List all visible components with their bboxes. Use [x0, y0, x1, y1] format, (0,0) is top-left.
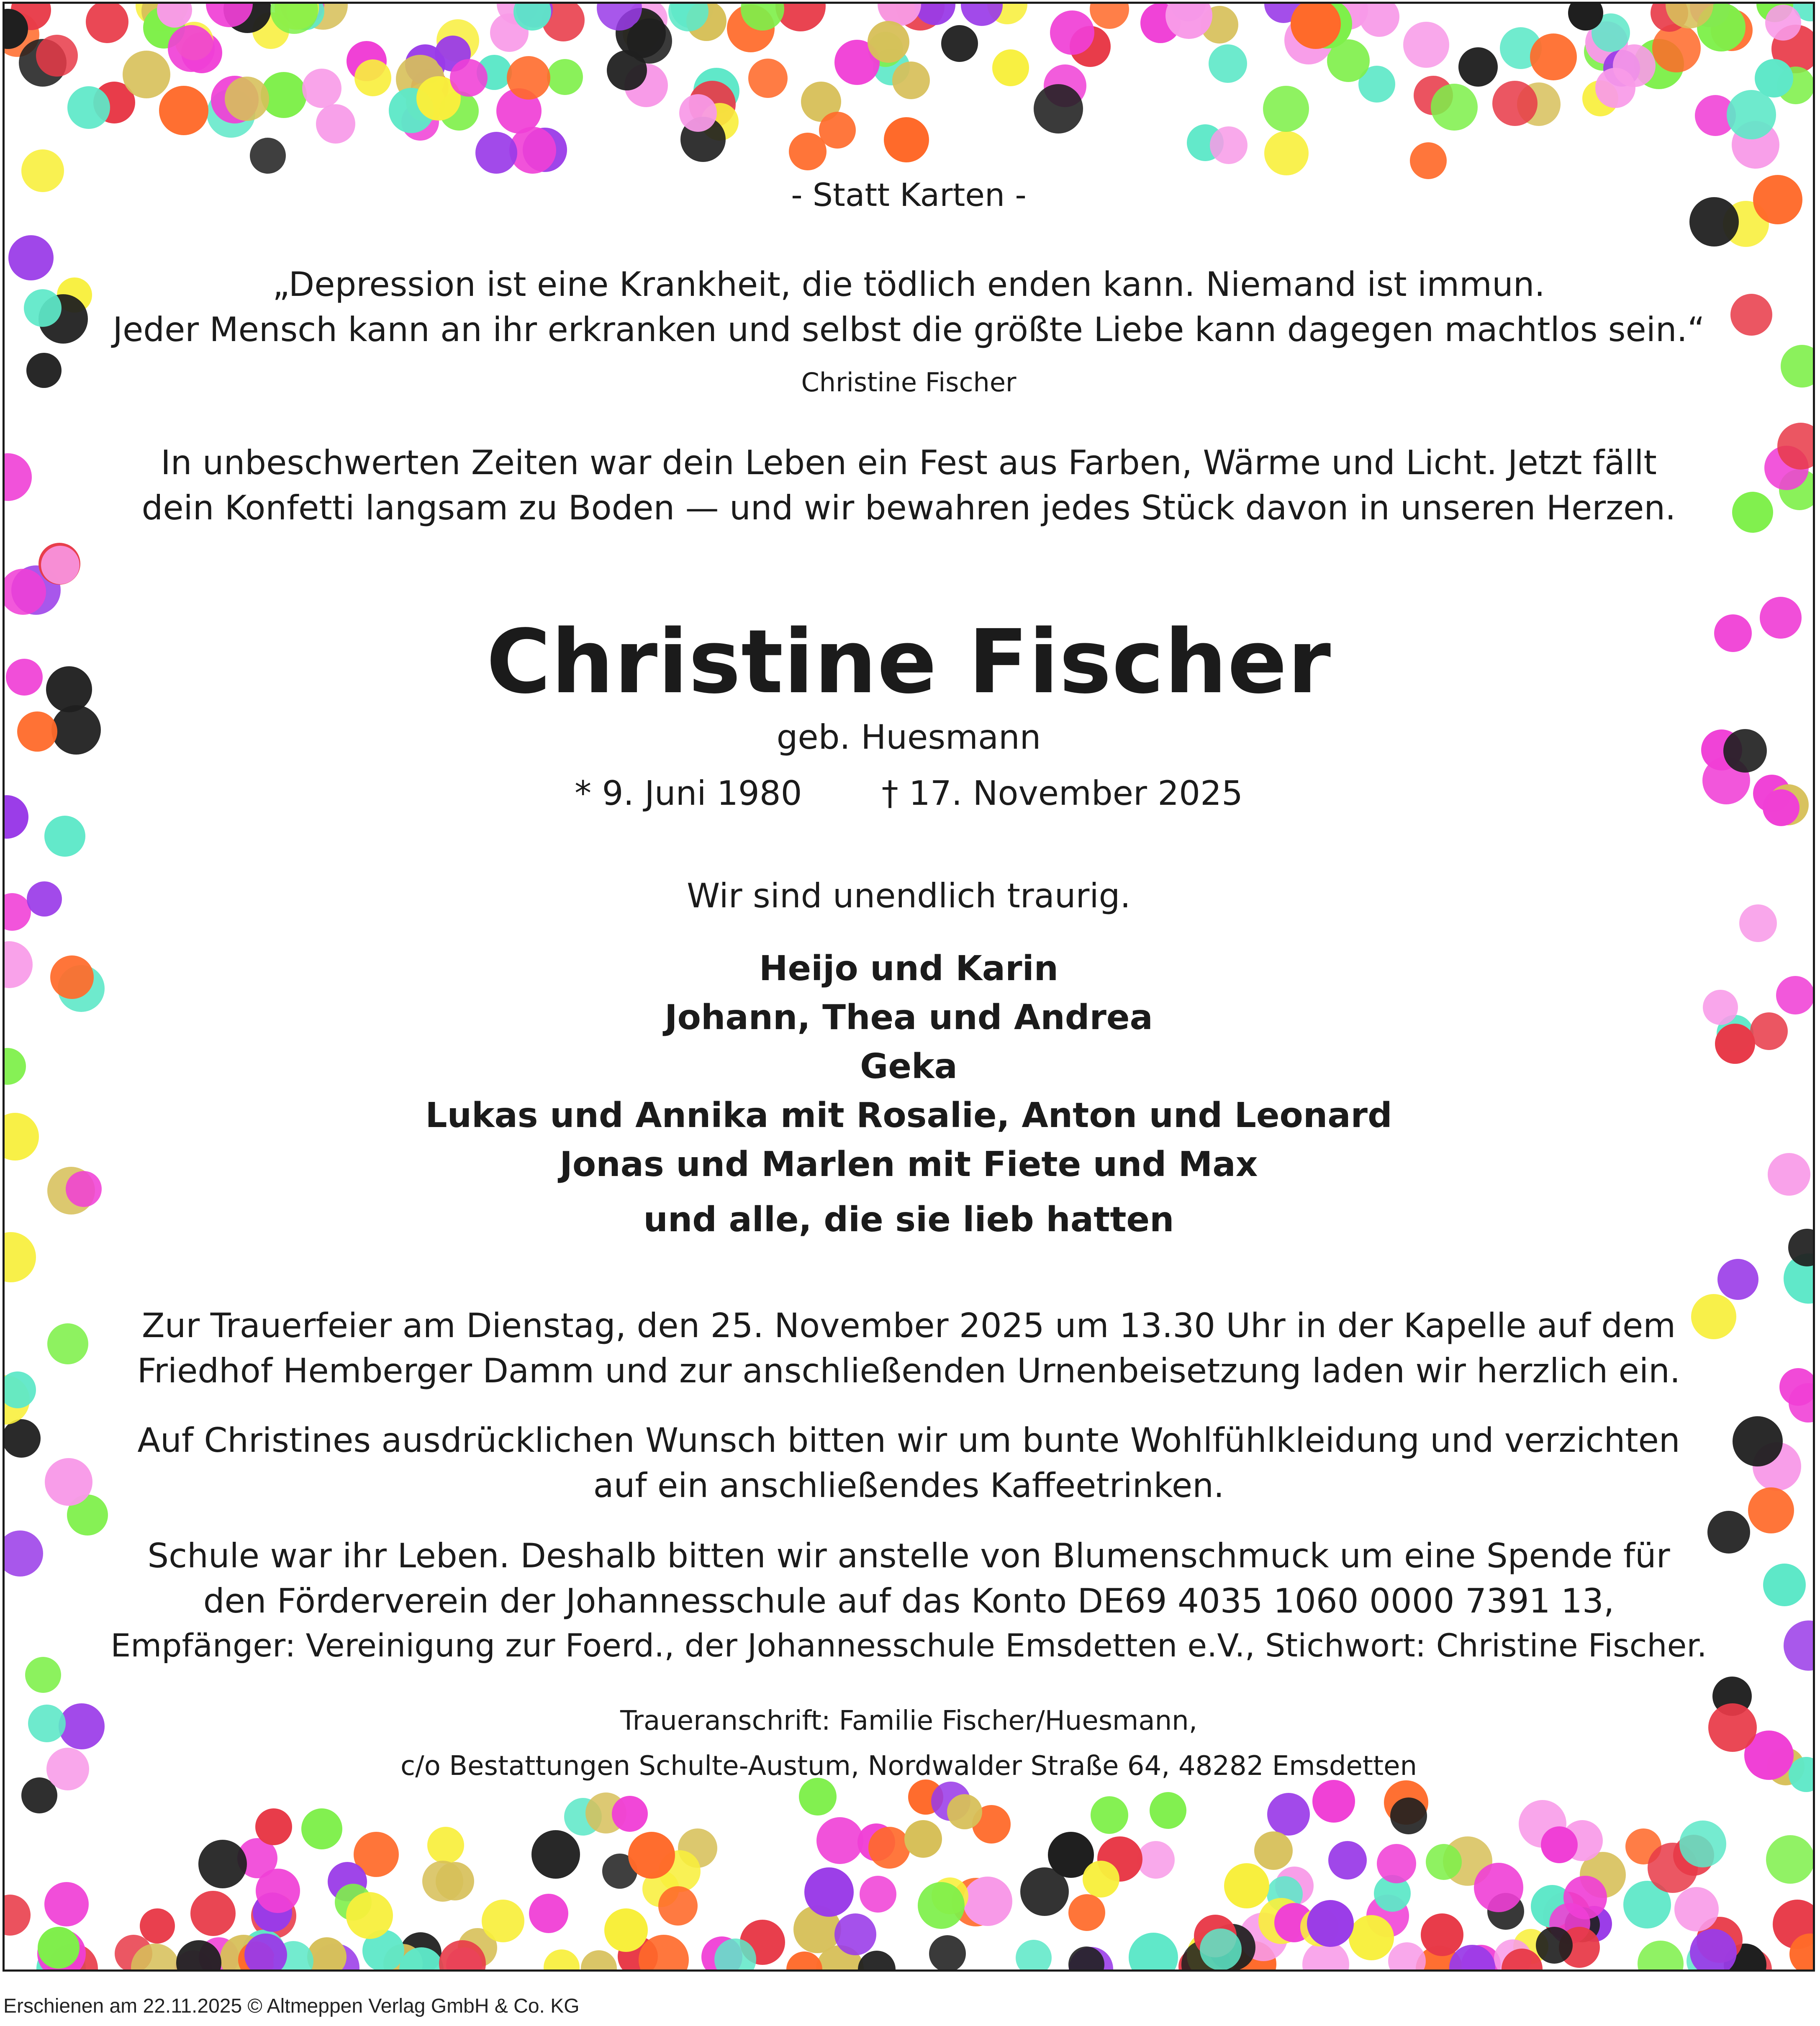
- confetti-dot: [1377, 1844, 1416, 1883]
- confetti-dot: [1137, 1841, 1175, 1879]
- confetti-dot: [581, 1950, 617, 1970]
- intro-line-2: dein Konfetti langsam zu Boden — und wir bewahren jedes Stück davon in unseren Herzen.: [141, 488, 1676, 527]
- quote-author: Christine Fischer: [801, 367, 1017, 398]
- confetti-dot: [168, 25, 215, 72]
- confetti-dot: [1359, 4, 1399, 37]
- donation-line-1: Schule war ihr Leben. Deshalb bitten wir anstelle von Blumenschmuck um eine Spende für: [147, 1536, 1670, 1575]
- quote-line-2: Jeder Mensch kann an ihr erkranken und selbst die größte Liebe kann dagegen machtlos sein.“: [113, 310, 1705, 349]
- confetti-dot: [904, 1820, 942, 1858]
- address-line-1: Traueranschrift: Familie Fischer/Huesmann,: [620, 1705, 1198, 1736]
- confetti-dot: [529, 1894, 568, 1933]
- death-date: † 17. November 2025: [881, 774, 1243, 813]
- confetti-dot: [1091, 1796, 1128, 1834]
- confetti-dot: [1210, 126, 1248, 164]
- confetti-dot: [1267, 1793, 1310, 1836]
- confetti-dot: [547, 59, 583, 95]
- confetti-dot: [507, 56, 550, 100]
- confetti-dot: [302, 69, 341, 108]
- confetti-dot: [1766, 1835, 1813, 1884]
- confetti-dot: [1016, 1940, 1052, 1970]
- confetti-dot: [816, 1817, 863, 1864]
- confetti-dot: [918, 1882, 965, 1929]
- confetti-dot: [1474, 1863, 1523, 1912]
- confetti-dot: [1328, 1841, 1367, 1880]
- confetti-dot: [1727, 90, 1776, 139]
- confetti-dot: [1717, 1259, 1758, 1300]
- confetti-dot: [1458, 47, 1498, 87]
- confetti-dot: [482, 1900, 524, 1942]
- intro-line-1: In unbeschwerten Zeiten war dein Leben ein Fest aus Farben, Wärme und Licht. Jetzt fällt: [161, 443, 1657, 482]
- confetti-dot: [123, 51, 170, 98]
- address-line-2: c/o Bestattungen Schulte-Austum, Nordwalder Straße 64, 48282 Emsdetten: [400, 1751, 1417, 1782]
- confetti-dot: [1307, 1900, 1354, 1947]
- confetti-dot: [1613, 44, 1656, 87]
- confetti-dot: [346, 1892, 393, 1939]
- confetti-dot: [190, 1891, 236, 1936]
- confetti-dot: [255, 1808, 292, 1845]
- confetti-dot: [1390, 1797, 1427, 1834]
- confetti-dot: [748, 59, 788, 98]
- confetti-dot: [67, 86, 110, 129]
- confetti-dot: [1536, 1927, 1573, 1964]
- confetti-dot: [36, 35, 78, 77]
- confetti-dot: [86, 4, 128, 43]
- confetti-dot: [1388, 1942, 1426, 1970]
- confetti-dot: [1349, 1915, 1394, 1960]
- mourning-statement: Wir sind unendlich traurig.: [687, 876, 1131, 915]
- confetti-dot: [604, 1908, 648, 1952]
- confetti-dot: [1431, 84, 1478, 131]
- confetti-dot: [1755, 59, 1793, 98]
- confetti-dot: [198, 1840, 247, 1888]
- confetti-dot: [1312, 1780, 1355, 1823]
- confetti-dot: [947, 1794, 982, 1829]
- confetti-dot: [250, 138, 286, 174]
- confetti-dot: [1263, 86, 1309, 132]
- confetti-dot: [1083, 1861, 1119, 1898]
- birth-date: * 9. Juni 1980: [575, 774, 802, 813]
- confetti-dot: [892, 62, 930, 99]
- confetti-dot: [963, 1877, 1012, 1926]
- obituary-card: [3, 2, 1815, 1972]
- confetti-dot: [1674, 1887, 1719, 1931]
- dress-line-1: Auf Christines ausdrücklichen Wunsch bitten wir um bunte Wohlfühlkleidung und verzichten: [137, 1421, 1680, 1460]
- confetti-dot: [1068, 1894, 1105, 1931]
- confetti-dot: [868, 1827, 910, 1869]
- confetti-dot: [316, 104, 355, 144]
- donation-line-3: Empfänger: Vereinigung zur Foerd., der Johannesschule Emsdetten e.V., Stichwort: Christine Fischer.: [110, 1627, 1707, 1664]
- family-member-line: Johann, Thea und Andrea: [665, 998, 1153, 1037]
- confetti-dot: [1254, 1831, 1293, 1870]
- confetti-dot: [658, 1886, 698, 1926]
- confetti-dot: [1410, 142, 1447, 179]
- confetti-dot: [834, 1913, 876, 1955]
- confetti-dot: [1541, 1826, 1578, 1863]
- confetti-dot: [450, 59, 488, 97]
- confetti-dot: [1020, 1867, 1069, 1916]
- confetti-dot: [1652, 24, 1701, 72]
- family-member-line: Geka: [860, 1047, 957, 1086]
- confetti-dot: [941, 25, 978, 62]
- confetti-dot: [628, 1832, 675, 1879]
- family-member-line: Jonas und Marlen mit Fiete und Max: [560, 1145, 1258, 1184]
- confetti-dot: [1209, 44, 1247, 83]
- confetti-dot: [38, 1927, 80, 1969]
- statt-karten-label: - Statt Karten -: [791, 176, 1027, 213]
- confetti-dot: [544, 1949, 580, 1970]
- confetti-dot: [301, 1808, 342, 1849]
- confetti-dot: [1421, 1913, 1463, 1956]
- confetti-dot: [1200, 1928, 1242, 1970]
- confetti-dot: [789, 133, 827, 170]
- confetti-dot: [44, 1882, 89, 1926]
- confetti-dot: [1403, 22, 1449, 68]
- confetti-dot: [1638, 1941, 1684, 1970]
- ceremony-line-2: Friedhof Hemberger Damm und zur anschließenden Urnenbeisetzung laden wir herzlich ein.: [137, 1351, 1681, 1390]
- confetti-dot: [531, 1830, 580, 1879]
- confetti-dot: [256, 1869, 300, 1913]
- confetti-dot: [992, 49, 1029, 86]
- confetti-dot: [1264, 131, 1309, 175]
- confetti-dot: [860, 1876, 896, 1913]
- confetti-dot: [1090, 4, 1129, 29]
- ceremony-line-1: Zur Trauerfeier am Dienstag, den 25. November 2025 um 13.30 Uhr in der Kapelle auf dem: [141, 1306, 1676, 1345]
- family-closing: und alle, die sie lieb hatten: [643, 1200, 1174, 1240]
- confetti-dot: [679, 94, 717, 132]
- confetti-dot: [1224, 1863, 1269, 1908]
- confetti-dot: [799, 1778, 837, 1815]
- confetti-dot: [1426, 1844, 1462, 1880]
- family-member-line: Lukas und Annika mit Rosalie, Anton und Leonard: [425, 1096, 1392, 1135]
- confetti-dot: [868, 21, 909, 63]
- life-dates: [5, 774, 1813, 813]
- donation-line-2: den Förderverein der Johannesschule auf das Konto DE69 4035 1060 0000 7391 13,: [203, 1582, 1615, 1620]
- confetti-dot: [427, 1827, 464, 1864]
- confetti-dot: [819, 112, 856, 149]
- confetti-dot: [475, 132, 517, 174]
- confetti-dot: [1530, 33, 1577, 80]
- confetti-dot: [961, 4, 1003, 26]
- quote-line-1: „Depression ist eine Krankheit, die tödlich enden kann. Niemand ist immun.: [272, 265, 1545, 304]
- deceased-name: Christine Fischer: [486, 611, 1331, 713]
- confetti-dot: [1150, 1792, 1186, 1829]
- family-member-line: Heijo und Karin: [759, 949, 1059, 989]
- confetti-dot: [1765, 5, 1801, 41]
- confetti-dot: [422, 1861, 463, 1902]
- confetti-dot: [1492, 81, 1538, 126]
- confetti-dot: [1129, 1933, 1178, 1970]
- confetti-dot: [884, 117, 929, 162]
- confetti-dot: [5, 1232, 36, 1282]
- confetti-dot: [786, 1952, 822, 1970]
- confetti-dot: [1679, 1821, 1726, 1867]
- confetti-dot: [159, 86, 208, 135]
- publication-footer: Erschienen am 22.11.2025 © Altmeppen Verlag GmbH & Co. KG: [3, 1995, 580, 2017]
- confetti-dot: [929, 1935, 966, 1970]
- confetti-dot: [1050, 10, 1094, 55]
- confetti-dot: [354, 59, 391, 96]
- dress-line-2: auf ein anschließendes Kaffeetrinken.: [593, 1466, 1224, 1505]
- confetti-dot: [41, 546, 80, 584]
- confetti-dot: [1563, 1876, 1607, 1919]
- confetti-dot: [1034, 84, 1083, 134]
- confetti-dot: [607, 50, 647, 90]
- confetti-dot: [804, 1867, 854, 1917]
- confetti-dot: [612, 1796, 648, 1832]
- confetti-dot: [225, 77, 269, 121]
- confetti-dot: [5, 1895, 31, 1936]
- birth-name: geb. Huesmann: [776, 718, 1041, 757]
- confetti-dot: [44, 816, 85, 857]
- confetti-dot: [140, 1908, 175, 1944]
